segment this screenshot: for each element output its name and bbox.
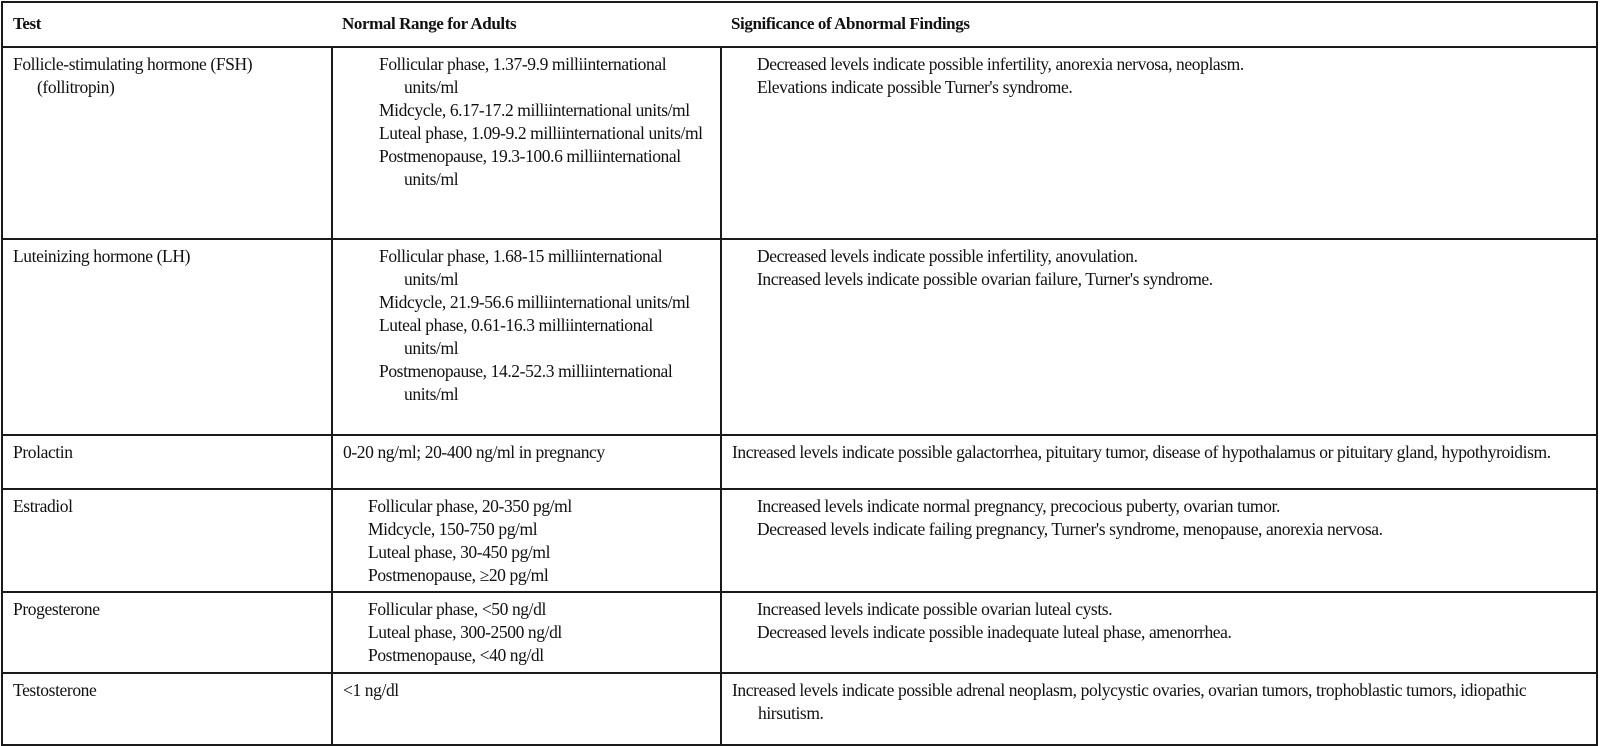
range-item: Postmenopause, 19.3-100.6 milliinternational units/ml xyxy=(379,146,681,189)
significance-text: Increased levels indicate possible galactorrhea, pituitary tumor, disease of hypothalamus or pituitary gland, hypothyroidism. xyxy=(732,442,1551,462)
range-cell xyxy=(332,673,721,745)
significance-text: Increased levels indicate possible adrenal neoplasm, polycystic ovaries, ovarian tumors, trophoblastic tumors, idiopathic hirsutism. xyxy=(732,680,1527,723)
range-item: Follicular phase, 1.68-15 milliinternational units/ml xyxy=(379,246,663,289)
significance-item: Increased levels indicate normal pregnancy, precocious puberty, ovarian tumor. xyxy=(757,496,1280,516)
test-name: Testosterone xyxy=(13,680,97,700)
range-item: Midcycle, 6.17-17.2 milliinternational units/ml xyxy=(379,100,690,120)
table-row xyxy=(2,673,1597,745)
test-name-cell xyxy=(2,592,332,673)
significance-item: Increased levels indicate possible ovarian luteal cysts. xyxy=(757,599,1113,619)
range-cell xyxy=(332,239,721,435)
significance-item: Decreased levels indicate possible infertility, anovulation. xyxy=(757,246,1138,266)
significance-cell xyxy=(721,239,1597,435)
significance-cell xyxy=(721,489,1597,592)
test-name: Prolactin xyxy=(13,442,73,462)
test-name: Luteinizing hormone (LH) xyxy=(13,246,191,266)
table-row xyxy=(2,592,1597,673)
hormone-reference-table xyxy=(1,1,1598,746)
range-item: Luteal phase, 300-2500 ng/dl xyxy=(368,622,562,642)
range-item: Midcycle, 21.9-56.6 milliinternational units/ml xyxy=(379,292,690,312)
table-row xyxy=(2,435,1597,489)
range-item: Follicular phase, <50 ng/dl xyxy=(368,599,546,619)
range-cell xyxy=(332,435,721,489)
range-cell xyxy=(332,592,721,673)
range-item: Postmenopause, 14.2-52.3 milliinternational units/ml xyxy=(379,361,673,404)
range-cell xyxy=(332,47,721,239)
significance-cell xyxy=(721,47,1597,239)
range-text: <1 ng/dl xyxy=(343,680,399,700)
table-row xyxy=(2,239,1597,435)
significance-item: Decreased levels indicate possible infertility, anorexia nervosa, neoplasm. xyxy=(757,54,1244,74)
header-test: Test xyxy=(2,2,332,47)
header-significance: Significance of Abnormal Findings xyxy=(721,2,1597,47)
range-item: Follicular phase, 20-350 pg/ml xyxy=(368,496,572,516)
table-row xyxy=(2,47,1597,239)
significance-item: Decreased levels indicate possible inadequate luteal phase, amenorrhea. xyxy=(757,622,1232,642)
range-cell xyxy=(332,489,721,592)
table-row xyxy=(2,489,1597,592)
range-item: Luteal phase, 0.61-16.3 milliinternational units/ml xyxy=(379,315,653,358)
test-name-cell xyxy=(2,47,332,239)
range-text: 0-20 ng/ml; 20-400 ng/ml in pregnancy xyxy=(343,442,605,462)
significance-item: Elevations indicate possible Turner's syndrome. xyxy=(757,77,1073,97)
significance-cell xyxy=(721,673,1597,745)
significance-cell xyxy=(721,592,1597,673)
test-name: Follicle-stimulating hormone (FSH) (follitropin) xyxy=(13,54,253,97)
test-name: Estradiol xyxy=(13,496,73,516)
header-row xyxy=(2,2,1597,47)
test-name-cell xyxy=(2,673,332,745)
range-item: Postmenopause, ≥20 pg/ml xyxy=(368,565,549,585)
range-item: Follicular phase, 1.37-9.9 milliinternational units/ml xyxy=(379,54,667,97)
test-name-cell xyxy=(2,489,332,592)
header-normal-range: Normal Range for Adults xyxy=(332,2,721,47)
significance-cell xyxy=(721,435,1597,489)
test-name-cell xyxy=(2,239,332,435)
range-item: Postmenopause, <40 ng/dl xyxy=(368,645,544,665)
test-name: Progesterone xyxy=(13,599,100,619)
range-item: Luteal phase, 30-450 pg/ml xyxy=(368,542,551,562)
range-item: Midcycle, 150-750 pg/ml xyxy=(368,519,538,539)
significance-item: Decreased levels indicate failing pregnancy, Turner's syndrome, menopause, anorexia nervosa. xyxy=(757,519,1383,539)
significance-item: Increased levels indicate possible ovarian failure, Turner's syndrome. xyxy=(757,269,1213,289)
range-item: Luteal phase, 1.09-9.2 milliinternational units/ml xyxy=(379,123,703,143)
test-name-cell xyxy=(2,435,332,489)
